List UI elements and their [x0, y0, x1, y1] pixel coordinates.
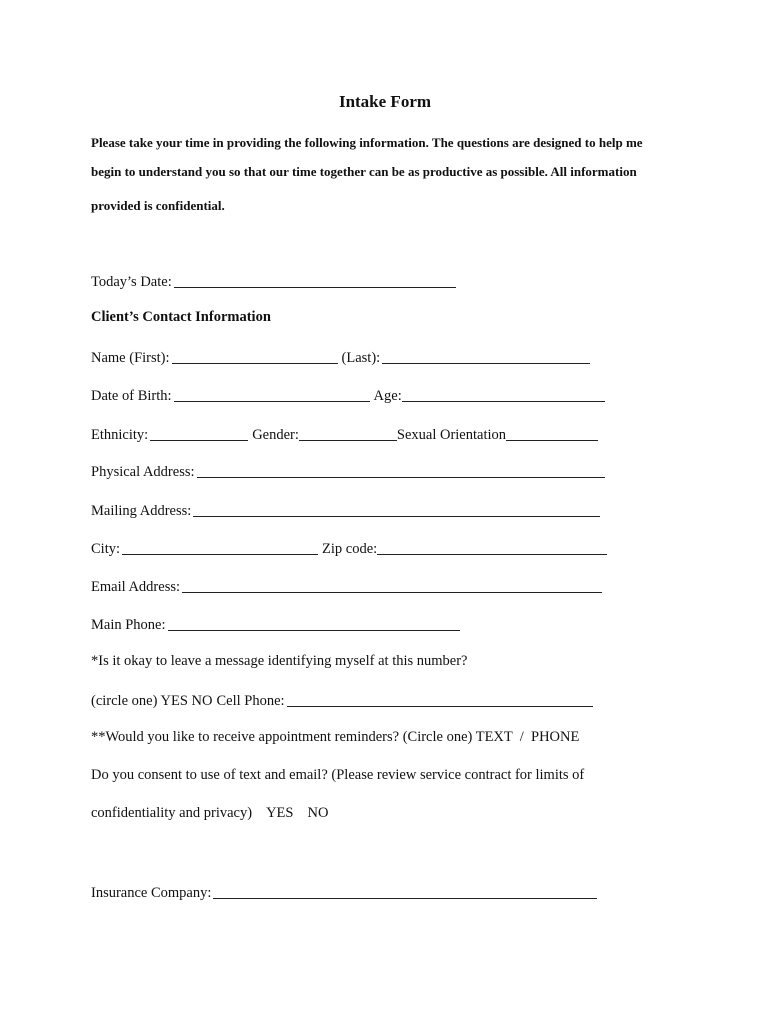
page-title: Intake Form	[338, 92, 432, 111]
name-first-field[interactable]	[172, 349, 338, 364]
mailing-address-row	[91, 500, 604, 520]
age-field[interactable]	[402, 387, 605, 402]
name-row	[91, 347, 594, 367]
consent-row-2	[91, 805, 328, 822]
city-zip-row	[91, 538, 607, 558]
cell-phone-row	[91, 690, 597, 710]
todays-date-field[interactable]	[174, 273, 456, 288]
consent-question-line-2: confidentiality and privacy)	[91, 805, 253, 821]
message-question: *Is it okay to leave a message identifying myself at this number?	[91, 653, 468, 669]
ethnicity-field[interactable]	[150, 426, 248, 441]
city-label: City:	[91, 541, 121, 557]
orientation-field[interactable]	[506, 426, 598, 441]
reminders-row	[91, 729, 579, 746]
zip-label: Zip code:	[322, 541, 378, 557]
main-phone-row	[91, 614, 464, 634]
physical-address-field[interactable]	[197, 463, 605, 478]
section-heading-contact: Client’s Contact Information	[91, 309, 271, 325]
email-field[interactable]	[182, 578, 602, 593]
name-first-label: Name (First):	[91, 350, 170, 366]
main-phone-field[interactable]	[168, 616, 460, 631]
insurance-label: Insurance Company:	[91, 885, 212, 901]
insurance-row	[91, 882, 601, 902]
dob-field[interactable]	[174, 387, 370, 402]
intro-line-1: Please take your time in providing the following information. The questions are designed to help me	[91, 135, 643, 150]
message-question-row	[91, 653, 468, 670]
email-row	[91, 576, 606, 596]
reminders-question[interactable]: **Would you like to receive appointment reminders? (Circle one) TEXT / PHONE	[91, 729, 580, 745]
gender-label: Gender:	[252, 427, 299, 443]
ethnicity-label: Ethnicity:	[91, 427, 149, 443]
cell-phone-field[interactable]	[287, 692, 593, 707]
gender-field[interactable]	[299, 426, 397, 441]
insurance-field[interactable]	[213, 884, 597, 899]
email-label: Email Address:	[91, 579, 181, 595]
ethnicity-gender-row	[91, 424, 598, 444]
todays-date-label: Today’s Date:	[91, 274, 172, 290]
name-last-field[interactable]	[382, 349, 590, 364]
main-phone-label: Main Phone:	[91, 617, 166, 633]
consent-question-line-1: Do you consent to use of text and email? (Please review service contract for limits of	[91, 767, 585, 783]
todays-date-row	[91, 271, 460, 291]
intro-line-3: provided is confidential.	[91, 198, 225, 213]
zip-field[interactable]	[377, 540, 607, 555]
mailing-address-label: Mailing Address:	[91, 503, 192, 519]
age-label: Age:	[373, 388, 402, 404]
consent-no-option[interactable]: NO	[307, 805, 329, 821]
consent-yes-option[interactable]: YES	[266, 805, 294, 821]
dob-label: Date of Birth:	[91, 388, 172, 404]
city-field[interactable]	[122, 540, 318, 555]
mailing-address-field[interactable]	[193, 502, 600, 517]
dob-age-row	[91, 385, 605, 405]
physical-address-row	[91, 461, 609, 481]
consent-row-1	[91, 767, 584, 784]
name-last-label: (Last):	[341, 350, 381, 366]
orientation-label: Sexual Orientation	[396, 427, 507, 443]
intro-line-2: begin to understand you so that our time together can be as productive as possible. All information	[91, 164, 637, 179]
message-yes-no-options[interactable]: (circle one) YES NO	[91, 693, 213, 709]
physical-address-label: Physical Address:	[91, 464, 195, 480]
cell-phone-label: Cell Phone:	[216, 693, 285, 709]
